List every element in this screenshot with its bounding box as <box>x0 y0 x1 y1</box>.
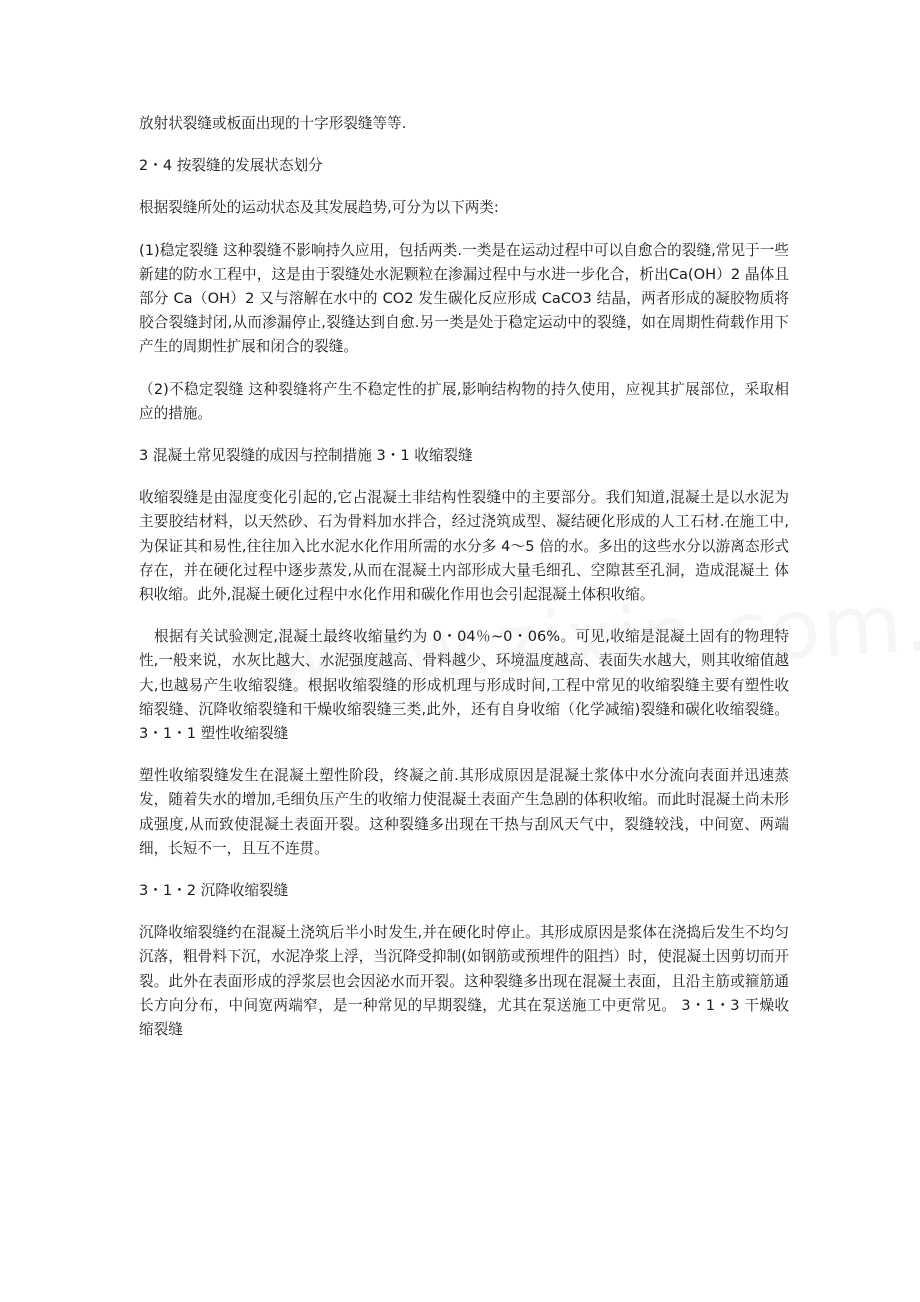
paragraph-stable-cracks: (1)稳定裂缝 这种裂缝不影响持久应用，包括两类.一类是在运动过程中可以自愈合的裂缝,常见于一些新建的防水工程中，这是由于裂缝处水泥颗粒在渗漏过程中与水进一步化合，析出Ca(OH）2 晶体且部分 Ca（OH）2 又与溶解在水中的 CO2 发生碳化反应形成 CaCO3 结晶，两者形成的凝胶物质将胶合裂缝封闭,从而渗漏停止,裂缝达到自愈.另一类是处于稳定运动中的裂缝，如在周期性荷载作用下产生的周期性扩展和闭合的裂缝。 <box>139 241 789 356</box>
paragraph-shrinkage-cracks: 收缩裂缝是由湿度变化引起的,它占混凝土非结构性裂缝中的主要部分。我们知道,混凝土是以水泥为主要胶结材料，以天然砂、石为骨料加水拌合，经过浇筑成型、凝结硬化形成的人工石材.在施工中,为保证其和易性,往往加入比水泥水化作用所需的水分多 4～5 倍的水。多出的这些水分以游离态形式存在，并在硬化过程中逐步蒸发,从而在混凝土内部形成大量毛细孔、空隙甚至孔洞，造成混凝土 体积收缩。此外,混凝土硬化过程中水化作用和碳化作用也会引起混凝土体积收缩。 <box>139 489 789 604</box>
section-heading-3-1: 3 混凝土常见裂缝的成因与控制措施 3・1 收缩裂缝 <box>139 447 473 465</box>
paragraph-radial-cracks: 放射状裂缝或板面出现的十字形裂缝等等. <box>139 115 407 132</box>
section-heading-2-4: 2・4 按裂缝的发展状态划分 <box>139 157 323 175</box>
paragraph-unstable-cracks: （2)不稳定裂缝 这种裂缝将产生不稳定性的扩展,影响结构物的持久使用，应视其扩展部位，采取相应的措施。 <box>139 380 789 422</box>
paragraph-shrinkage-measurement: 根据有关试验测定,混凝土最终收缩量约为 0・04％~0・06%。可见,收缩是混凝土固有的物理特性,一般来说，水灰比越大、水泥强度越高、骨料越少、环境温度越高、表面失水越大，则其收缩值越大,也越易产生收缩裂缝。根据收缩裂缝的形成机理与形成时间,工程中常见的收缩裂缝主要有塑性收缩裂缝、沉降收缩裂缝和干燥收缩裂缝三类,此外，还有自身收缩（化学减缩)裂缝和碳化收缩裂缝。 3・1・1 塑性收缩裂缝 <box>139 628 789 743</box>
document-body <box>139 112 789 1060</box>
paragraph-settlement-shrinkage: 沉降收缩裂缝约在混凝土浇筑后半小时发生,并在硬化时停止。其形成原因是浆体在浇捣后发生不均匀沉落，粗骨料下沉，水泥净浆上浮，当沉降受抑制(如钢筋或预埋件的阻挡）时，使混凝土因剪切而开裂。此外在表面形成的浮浆层也会因泌水而开裂。这种裂缝多出现在混凝土表面，且沿主筋或箍筋通长方向分布，中间宽两端窄，是一种常见的早期裂缝，尤其在泵送施工中更常见。 3・1・3 干燥收缩裂缝 <box>139 924 789 1039</box>
paragraph-plastic-shrinkage: 塑性收缩裂缝发生在混凝土塑性阶段，终凝之前.其形成原因是混凝土浆体中水分流向表面并迅速蒸发，随着失水的增加,毛细负压产生的收缩力使混凝土表面产生急剧的体积收缩。而此时混凝土尚未形成强度,从而致使混凝土表面开裂。这种裂缝多出现在干热与刮风天气中，裂缝较浅，中间宽、两端细，长短不一，且互不连贯。 <box>139 767 789 857</box>
paragraph-intro-two-types: 根据裂缝所处的运动状态及其发展趋势,可分为以下两类: <box>139 199 499 217</box>
section-heading-3-1-2: 3・1・2 沉降收缩裂缝 <box>139 882 289 900</box>
